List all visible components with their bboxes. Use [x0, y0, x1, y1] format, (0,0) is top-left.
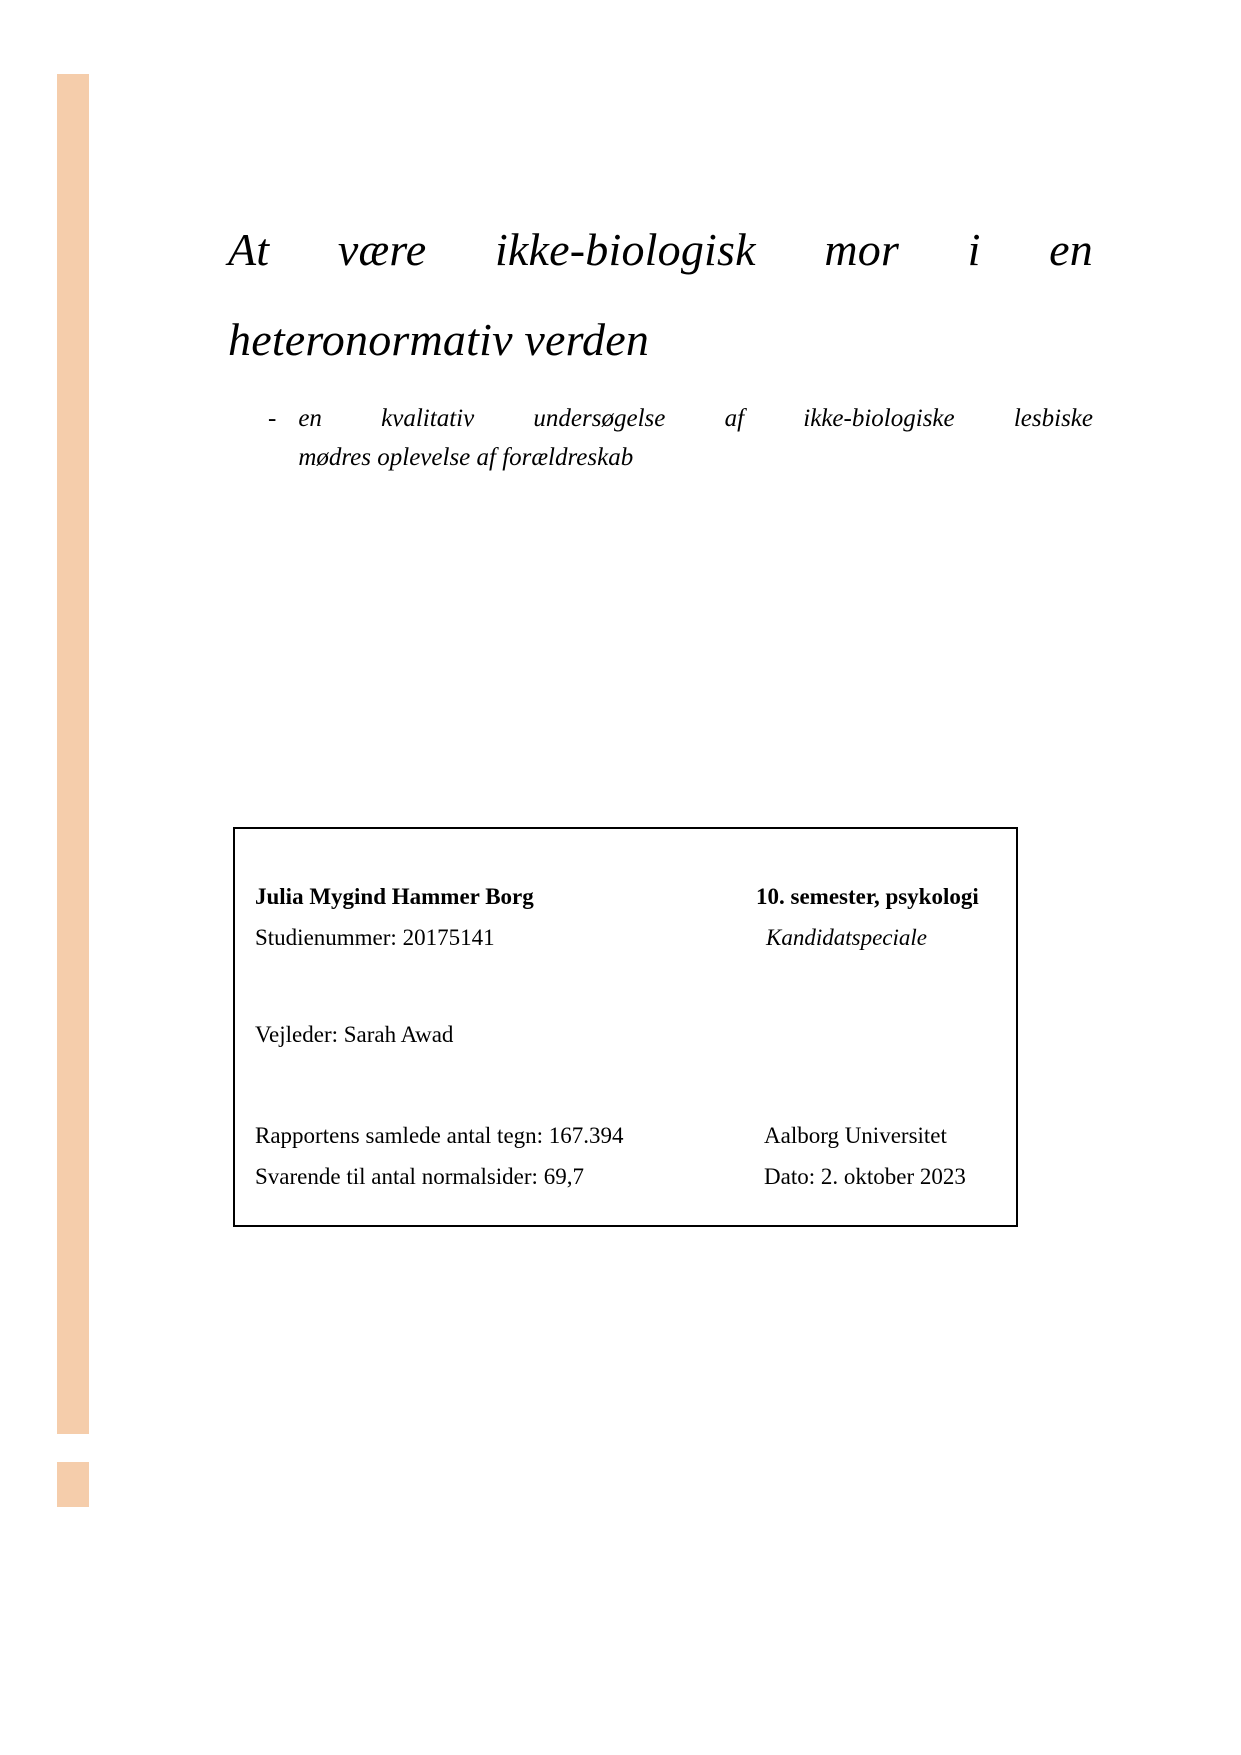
- submission-date: Dato: 2. oktober 2023: [764, 1163, 966, 1189]
- supervisor: Vejleder: Sarah Awad: [255, 1021, 454, 1047]
- student-number: Studienummer: 20175141: [255, 924, 495, 950]
- spacer: [255, 959, 992, 1015]
- normal-pages: Svarende til antal normalsider: 69,7: [255, 1163, 584, 1189]
- thesis-type: Kandidatspeciale: [766, 924, 927, 950]
- info-row-supervisor: [255, 1015, 992, 1056]
- thesis-subtitle: [268, 400, 1093, 478]
- university-name: Aalborg Universitet: [764, 1122, 947, 1148]
- decorative-accent-bar: [57, 74, 89, 1434]
- author-info-content: [255, 877, 992, 1198]
- author-name: Julia Mygind Hammer Borg: [255, 884, 534, 909]
- info-row-author: [255, 877, 992, 918]
- character-count: Rapportens samlede antal tegn: 167.394: [255, 1122, 624, 1148]
- info-row-normal-pages: [255, 1157, 992, 1198]
- info-row-character-count: [255, 1116, 992, 1157]
- info-row-student-number: [255, 918, 992, 959]
- spacer: [255, 1056, 992, 1116]
- subtitle-dash: -: [268, 405, 277, 432]
- decorative-accent-bar-bottom: [57, 1462, 89, 1507]
- semester-label: 10. semester, psykologi: [756, 884, 979, 909]
- author-info-box: [233, 827, 1018, 1227]
- subtitle-line-2: mødres oplevelse af forældreskab: [298, 443, 634, 471]
- thesis-title-line-1: At være ikke-biologisk mor i en: [228, 224, 1093, 275]
- thesis-title: [228, 205, 1093, 384]
- page-title: [228, 205, 1093, 384]
- supervisor-right-blank: [742, 1015, 992, 1056]
- subtitle-line-1: en kvalitativ undersøgelse af ikke-biologiske lesbiske: [298, 405, 1093, 432]
- thesis-title-line-2: heteronormativ verden: [228, 313, 650, 365]
- subtitle-text: [298, 400, 1093, 478]
